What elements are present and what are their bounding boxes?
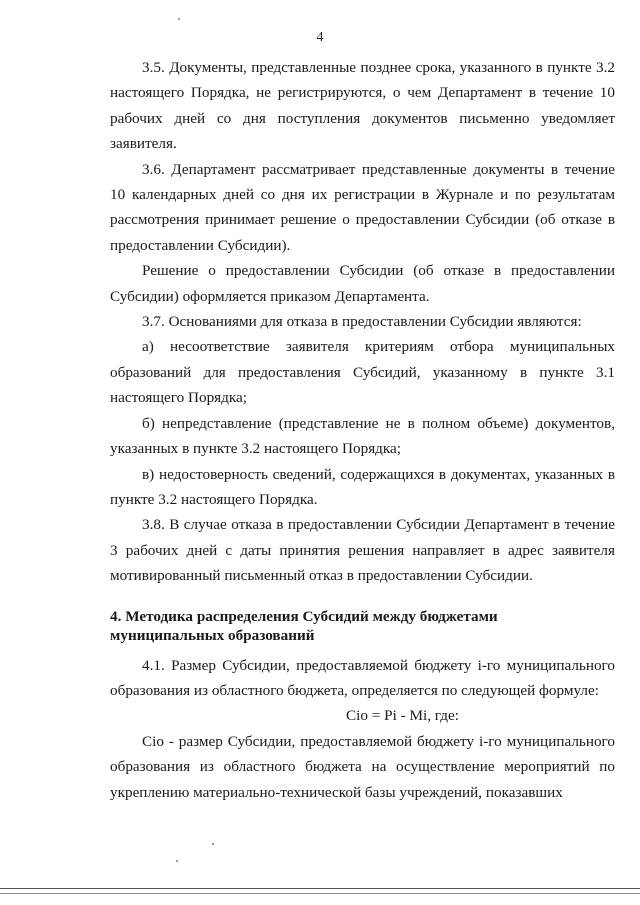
page-number: 4 (316, 30, 324, 45)
bottom-scan-line-2 (0, 893, 640, 894)
paragraph-4-1: 4.1. Размер Субсидии, предоставляемой бюджету i-го муниципального образования из областного бюджета, определяется по следующей формуле: (110, 656, 615, 699)
paragraph-3-7: 3.7. Основаниями для отказа в предоставлении Субсидии являются: (142, 313, 582, 331)
paragraph-3-7-c: в) недостоверность сведений, содержащихся в документах, указанных в пункте 3.2 настоящего Порядка. (110, 465, 615, 508)
paragraph-3-8: 3.8. В случае отказа в предоставлении Субсидии Департамент в течение 3 рабочих дней с даты принятия решения направляет в адрес заявителя мотивированный письменный отказ в предоставлении Субсидии. (110, 516, 615, 585)
section-heading (110, 607, 615, 645)
section-heading-line1: 4. Методика распределения Субсидий между бюджетами (110, 607, 498, 625)
scan-speck (178, 18, 180, 20)
section-heading-line2: муниципальных образований (110, 626, 315, 644)
paragraph-cio-definition: Cio - размер Субсидии, предоставляемой бюджету i-го муниципального образования из областного бюджета на осуществление мероприятий по укреплению материально-технической базы учреждений, показавших (110, 732, 615, 801)
paragraph-3-6: 3.6. Департамент рассматривает представленные документы в течение 10 календарных дней со дня их регистрации в Журнале и по результатам рассмотрения принимает решение о предоставлении Субсидии (об отказе в предоставлении Субсидии). (110, 160, 615, 254)
bottom-scan-line (0, 888, 640, 889)
paragraph-3-7-a: а) несоответствие заявителя критериям отбора муниципальных образований для предоставления Субсидий, указанному в пункте 3.1 настоящего Порядка; (110, 338, 615, 407)
formula: Cio = Pi - Mi, где: (346, 707, 459, 725)
paragraph-3-7-b: б) непредставление (представление не в полном объеме) документов, указанных в пункте 3.2 настоящего Порядка; (110, 414, 615, 458)
document-body (110, 55, 615, 805)
scan-speck (176, 860, 178, 862)
paragraph-3-5: 3.5. Документы, представленные позднее срока, указанного в пункте 3.2 настоящего Порядка, не регистрируются, о чем Департамент в течение 10 рабочих дней со дня поступления документов письменно уведомляет заявителя. (110, 59, 615, 153)
scan-speck (212, 843, 214, 845)
paragraph-3-6-decision: Решение о предоставлении Субсидии (об отказе в предоставлении Субсидии) оформляется приказом Департамента. (110, 262, 615, 305)
